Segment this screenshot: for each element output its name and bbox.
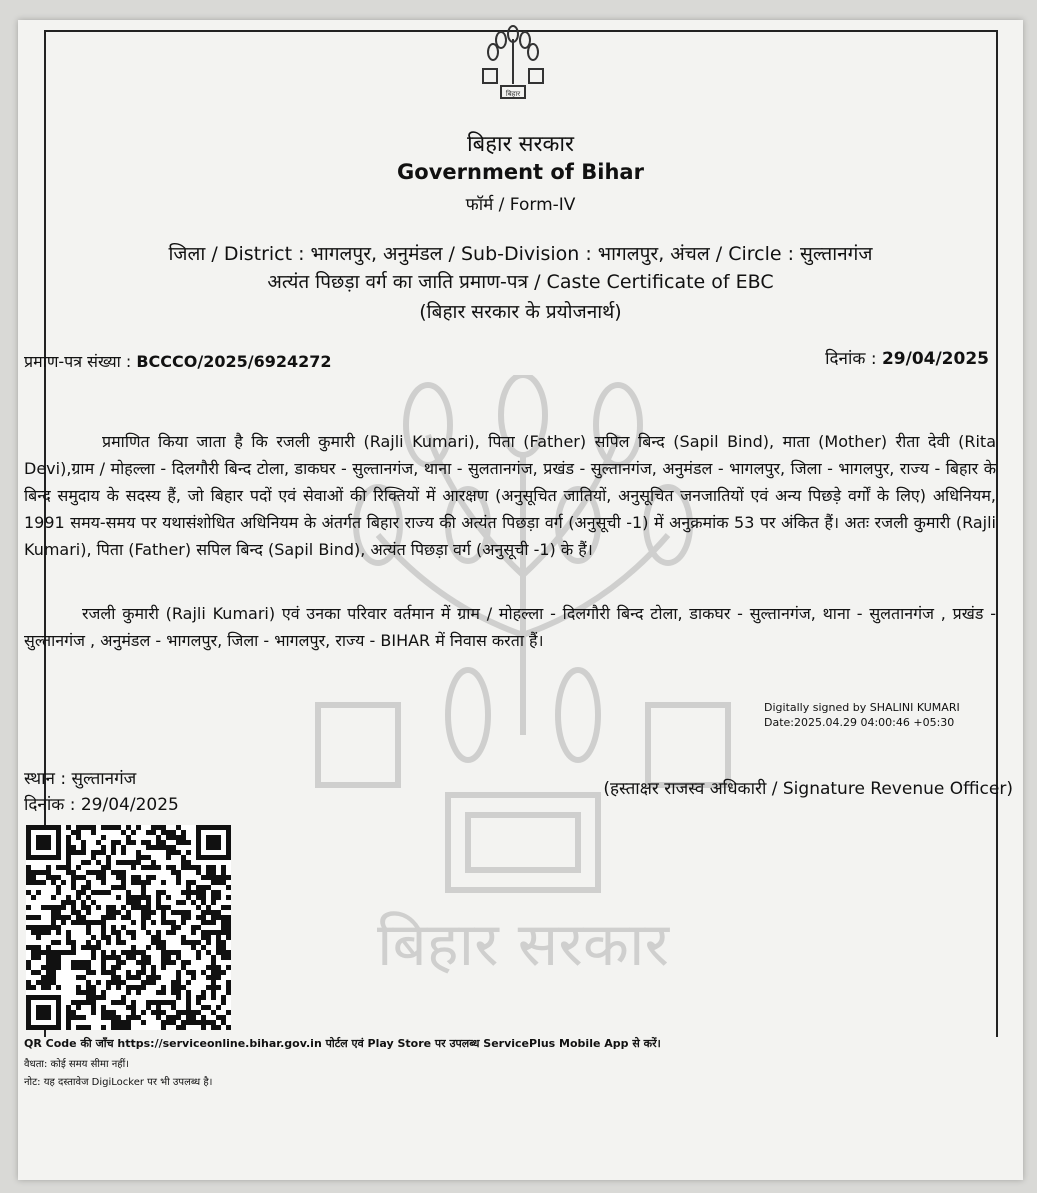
certificate-page [18, 20, 1023, 1180]
certificate-paragraph-1: प्रमाणित किया जाता है कि रजली कुमारी (Rajli Kumari), पिता (Father) सपिल बिन्द (Sapil Bind), माता (Mother) रीता देवी (Rita Devi),ग्राम / मोहल्ला - दिलगौरी बिन्द टोला, डाकघर - सुल्तानगंज, थाना - सुलतानगंज, प्रखंड - सुल्तानगंज, अनुमंडल - भागलपुर, जिला - भागलपुर, राज्य - बिहार के बिन्द समुदाय के सदस्य हैं, जो बिहार पदों एवं सेवाओं की रिक्तियों में आरक्षण (अनुसूचित जातियों, अनुसूचित जनजातियों एवं अन्य पिछड़े वर्गों के लिए) अधिनियम, 1991 समय-समय पर यथासंशोधित अधिनियम के अंतर्गत बिहार राज्य की अत्यंत पिछड़ा वर्ग (अनुसूची -1) में अनुक्रमांक 53 पर अंकित हैं। अतः रजली कुमारी (Rajli Kumari), पिता (Father) सपिल बिन्द (Sapil Bind), अत्यंत पिछड़ा वर्ग (अनुसूची -1) के हैं। [24, 432, 996, 559]
validity-note: वैधता: कोई समय सीमा नहीं। [24, 1059, 129, 1070]
signature-label: (हस्ताक्षर राजस्व अधिकारी / Signature Revenue Officer) [603, 779, 1013, 799]
header-hindi-title: बिहार सरकार [466, 132, 575, 157]
certificate-paragraph-2: रजली कुमारी (Rajli Kumari) एवं उनका परिवार वर्तमान में ग्राम / मोहल्ला - दिलगौरी बिन्द टोला, डाकघर - सुल्तानगंज, थाना - सुलतानगंज , प्रखंड - सुल्तानगंज , अनुमंडल - भागलपुर, जिला - भागलपुर, राज्य - BIHAR में निवास करता हैं। [24, 604, 996, 650]
header-title: Government of Bihar [397, 160, 644, 184]
certificate-purpose: (बिहार सरकार के प्रयोजनार्थ) [419, 301, 622, 323]
qr-verification-note: QR Code की जाँच https://serviceonline.bihar.gov.in पोर्टल एवं Play Store पर उपलब्ध ServicePlus Mobile App से करें। [24, 1037, 661, 1050]
certificate-type: अत्यंत पिछड़ा वर्ग का जाति प्रमाण-पत्र / Caste Certificate of EBC [267, 271, 774, 293]
place: स्थान : सुल्तानगंज [24, 769, 137, 789]
digital-signature-signer: Digitally signed by SHALINI KUMARI [764, 701, 960, 714]
district-line: जिला / District : भागलपुर, अनुमंडल / Sub-Division : भागलपुर, अंचल / Circle : सुल्तानगंज [168, 243, 873, 265]
digital-signature [764, 700, 960, 730]
digital-signature-date: Date:2025.04.29 04:00:46 +05:30 [764, 716, 955, 729]
certificate-number-label: प्रमाण-पत्र संख्या : [24, 352, 137, 371]
bihar-emblem-logo [473, 24, 553, 104]
issue-date [825, 346, 989, 369]
issue-date-value: 29/04/2025 [881, 349, 989, 369]
issue-date-label: दिनांक : [825, 349, 882, 369]
qr-code [26, 825, 231, 1030]
watermark-text: बिहार सरकार [376, 910, 670, 975]
footer-date: दिनांक : 29/04/2025 [24, 795, 179, 815]
form-number: फॉर्म / Form-IV [465, 195, 576, 215]
emblem-text: बिहार [505, 90, 521, 98]
digilocker-note: नोट: यह दस्तावेज DigiLocker पर भी उपलब्ध है। [24, 1077, 213, 1088]
certificate-number-value: BCCCO/2025/6924272 [136, 352, 332, 371]
certificate-number [24, 350, 332, 372]
